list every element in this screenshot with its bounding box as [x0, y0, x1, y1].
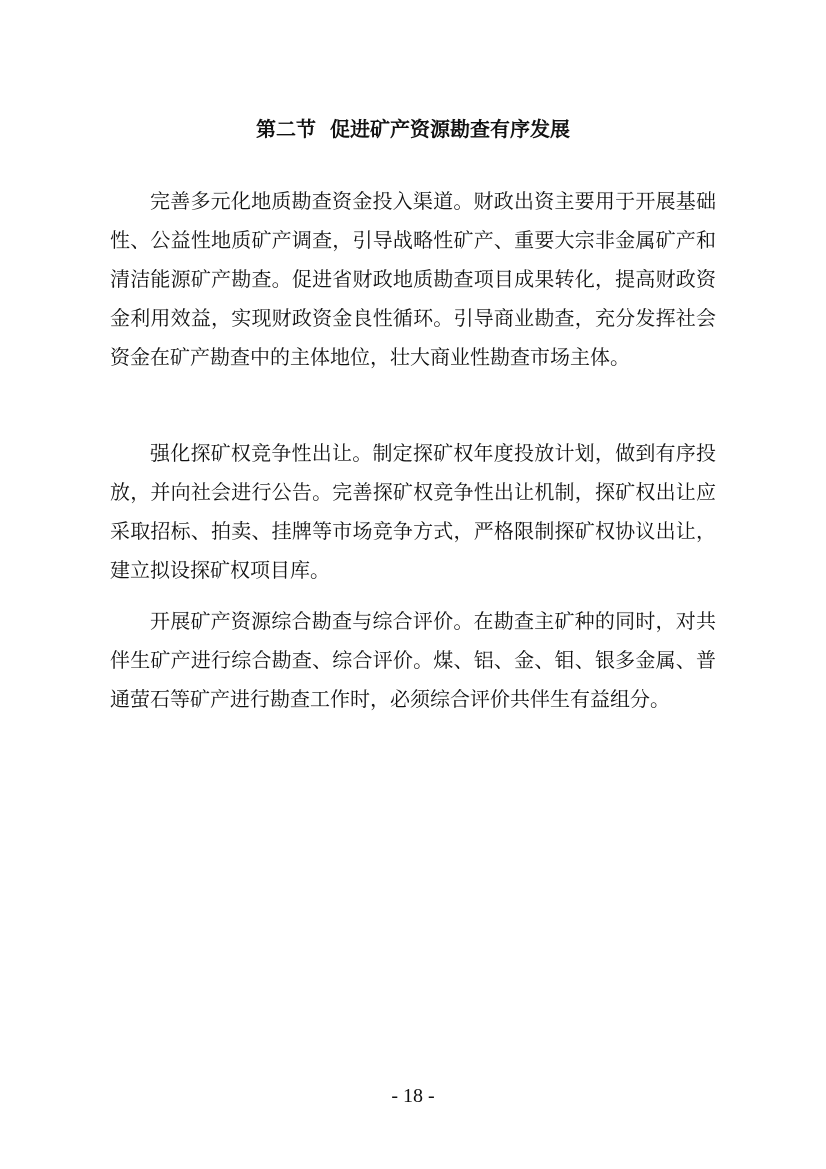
page-number: - 18 -	[391, 1085, 435, 1107]
section-title: 第二节 促进矿产资源勘查有序发展	[256, 117, 570, 141]
paragraph-exploration-funding: 完善多元化地质勘查资金投入渠道。财政出资主要用于开展基础性、公益性地质矿产调查，引导战略性矿产、重要大宗非金属矿产和清洁能源矿产勘查。促进省财政地质勘查项目成果转化，提高财政资金利用效益，实现财政资金良性循环。引导商业勘查，充分发挥社会资金在矿产勘查中的主体地位，壮大商业性勘查市场主体。	[110, 189, 716, 369]
paragraph-comprehensive-evaluation: 开展矿产资源综合勘查与综合评价。在勘查主矿种的同时，对共伴生矿产进行综合勘查、综合评价。煤、铝、金、钼、银多金属、普通萤石等矿产进行勘查工作时，必须综合评价共伴生有益组分。	[110, 609, 716, 711]
paragraph-exploration-rights: 强化探矿权竞争性出让。制定探矿权年度投放计划，做到有序投放，并向社会进行公告。完善探矿权竞争性出让机制，探矿权出让应采取招标、拍卖、挂牌等市场竞争方式，严格限制探矿权协议出让，建立拟设探矿权项目库。	[110, 441, 716, 582]
